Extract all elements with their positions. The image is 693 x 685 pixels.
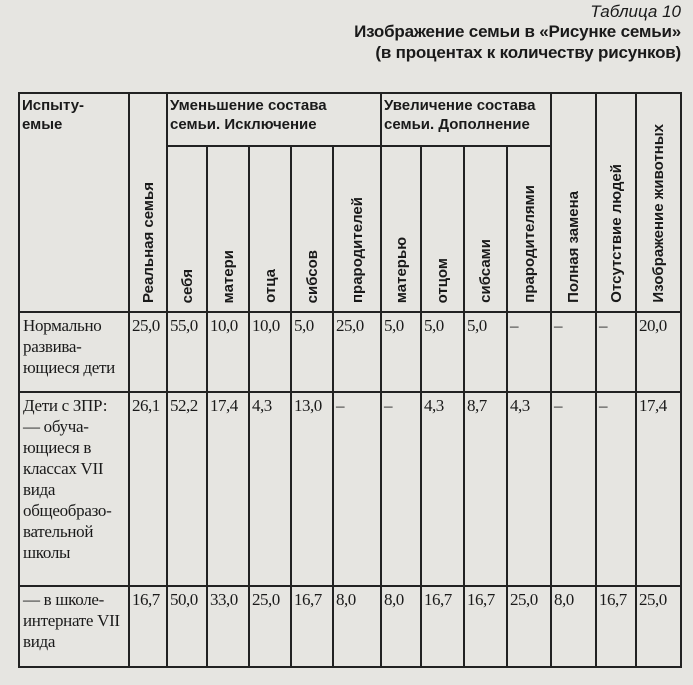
table-cell: 20,0 xyxy=(636,312,681,392)
table-cell: 50,0 xyxy=(167,586,207,667)
table-row xyxy=(19,392,681,586)
row-label: Дети с ЗПР: — обуча-ющиеся в классах VII вида общеобразо-вательной школы xyxy=(19,392,129,586)
table-cell: 8,0 xyxy=(551,586,596,667)
table-cell: – xyxy=(333,392,381,586)
header-subjects: Испыту- емые xyxy=(19,93,129,312)
table-cell: 5,0 xyxy=(421,312,464,392)
table-cell: 17,4 xyxy=(636,392,681,586)
table-cell: 26,1 xyxy=(129,392,167,586)
table-cell: 16,7 xyxy=(291,586,333,667)
table-title: Изображение семьи в «Рисунке семьи» xyxy=(354,22,681,41)
table-cell: 25,0 xyxy=(636,586,681,667)
table-cell: 25,0 xyxy=(249,586,291,667)
table-cell: 55,0 xyxy=(167,312,207,392)
table-cell: – xyxy=(381,392,421,586)
header-increase-grandparents: прародителями xyxy=(507,146,551,312)
header-decrease-group: Уменьшение состава семьи. Исключение xyxy=(167,93,381,146)
table-cell: 8,0 xyxy=(381,586,421,667)
table-cell: 4,3 xyxy=(249,392,291,586)
table-cell: – xyxy=(596,392,636,586)
header-animals: Изображение животных xyxy=(636,93,681,312)
table-subtitle: (в процентах к количеству рисунков) xyxy=(375,43,681,62)
table-cell: 16,7 xyxy=(596,586,636,667)
row-label: Нормально развива-ющиеся дети xyxy=(19,312,129,392)
table-cell: 52,2 xyxy=(167,392,207,586)
table-cell: 13,0 xyxy=(291,392,333,586)
header-no-people: Отсутствие людей xyxy=(596,93,636,312)
table-cell: 17,4 xyxy=(207,392,249,586)
table-cell: 25,0 xyxy=(333,312,381,392)
table-cell: 5,0 xyxy=(464,312,507,392)
table-cell: 8,0 xyxy=(333,586,381,667)
table-cell: 8,7 xyxy=(464,392,507,586)
table-cell: 25,0 xyxy=(507,586,551,667)
header-decrease-siblings: сибсов xyxy=(291,146,333,312)
table-cell: – xyxy=(596,312,636,392)
table-cell: 16,7 xyxy=(129,586,167,667)
table-cell: – xyxy=(551,312,596,392)
header-increase-siblings: сибсами xyxy=(464,146,507,312)
table-row xyxy=(19,586,681,667)
header-decrease-father: отца xyxy=(249,146,291,312)
table-cell: 16,7 xyxy=(464,586,507,667)
table-cell: 16,7 xyxy=(421,586,464,667)
header-real-family: Реальная семья xyxy=(129,93,167,312)
family-drawing-table xyxy=(18,92,682,668)
header-decrease-grandparents: прародителей xyxy=(333,146,381,312)
table-cell: 5,0 xyxy=(291,312,333,392)
table-cell: 4,3 xyxy=(421,392,464,586)
row-label: — в школе-интернате VII вида xyxy=(19,586,129,667)
header-decrease-mother: матери xyxy=(207,146,249,312)
table-cell: – xyxy=(551,392,596,586)
table-cell: 5,0 xyxy=(381,312,421,392)
table-cell: 10,0 xyxy=(249,312,291,392)
table-number: Таблица 10 xyxy=(590,2,681,21)
header-increase-father: отцом xyxy=(421,146,464,312)
header-increase-group: Увеличение состава семьи. Дополнение xyxy=(381,93,551,146)
table-cell: 4,3 xyxy=(507,392,551,586)
header-decrease-self: себя xyxy=(167,146,207,312)
header-full-replacement: Полная замена xyxy=(551,93,596,312)
table-row xyxy=(19,312,681,392)
table-cell: – xyxy=(507,312,551,392)
table-cell: 10,0 xyxy=(207,312,249,392)
table-cell: 33,0 xyxy=(207,586,249,667)
table-cell: 25,0 xyxy=(129,312,167,392)
header-increase-mother: матерью xyxy=(381,146,421,312)
